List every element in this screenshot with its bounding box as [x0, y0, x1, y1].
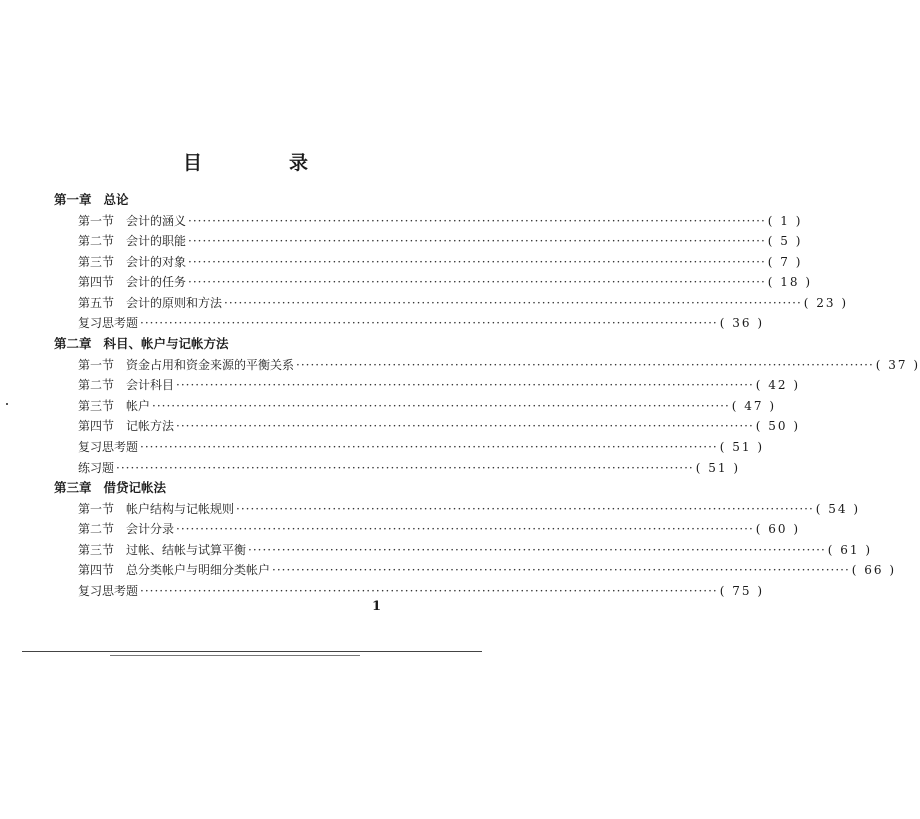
- chapter-number: 第三章: [54, 480, 92, 496]
- dot-leader: ························································································································: [188, 275, 766, 290]
- entry-title: 记帐方法: [126, 419, 175, 434]
- dot-leader: ························································································································: [248, 542, 826, 557]
- entry-title: 帐户结构与记帐规则: [126, 501, 235, 516]
- entry-page-number: ( 42 ): [755, 378, 801, 393]
- toc-entry: [78, 499, 861, 520]
- toc-entry: [78, 560, 897, 581]
- chapter-title: 科目、帐户与记帐方法: [103, 336, 229, 352]
- toc-entry: [78, 396, 777, 417]
- entry-title: 练习题: [78, 460, 115, 475]
- entry-title: 资金占用和资金来源的平衡关系: [126, 357, 295, 372]
- bottom-rule: [22, 651, 482, 652]
- section-number: 第三节: [78, 542, 115, 557]
- page-title: 目 录: [182, 152, 342, 174]
- section-number: 第四节: [78, 419, 115, 434]
- dot-leader: ························································································································: [188, 254, 766, 269]
- section-number: 第三节: [78, 398, 115, 413]
- chapter-heading: [54, 478, 404, 499]
- entry-title: 会计的对象: [126, 254, 187, 269]
- dot-leader: ························································································································: [224, 295, 802, 310]
- toc-entry: [78, 416, 801, 437]
- dot-leader: ························································································································: [140, 439, 718, 454]
- dot-leader: ························································································································: [176, 419, 754, 434]
- section-number: 第四节: [78, 563, 115, 578]
- entry-page-number: ( 37 ): [875, 357, 920, 372]
- entry-title: 复习思考题: [78, 439, 139, 454]
- dot-leader: ························································································································: [140, 316, 718, 331]
- entry-page-number: ( 51 ): [695, 460, 741, 475]
- entry-title: 过帐、结帐与试算平衡: [126, 542, 247, 557]
- entry-page-number: ( 54 ): [815, 501, 861, 516]
- scan-speck: [6, 403, 8, 405]
- dot-leader: ························································································································: [116, 460, 694, 475]
- section-number: 第二节: [78, 378, 115, 393]
- toc-entry: [78, 313, 765, 334]
- entry-page-number: ( 66 ): [851, 563, 897, 578]
- section-number: 第四节: [78, 275, 115, 290]
- entry-title: 会计科目: [126, 378, 175, 393]
- section-number: 第二节: [78, 234, 115, 249]
- section-number: 第三节: [78, 254, 115, 269]
- entry-title: 会计分录: [126, 522, 175, 537]
- table-of-contents: [54, 190, 920, 602]
- entry-page-number: ( 60 ): [755, 522, 801, 537]
- toc-entry: [78, 252, 803, 273]
- section-number: 第二节: [78, 522, 115, 537]
- section-number: 第一节: [78, 357, 115, 372]
- toc-entry: [78, 293, 849, 314]
- entry-page-number: ( 61 ): [827, 542, 873, 557]
- chapter-heading: [54, 190, 404, 211]
- entry-title: 会计的职能: [126, 234, 187, 249]
- toc-entry: [78, 355, 920, 376]
- dot-leader: ························································································································: [272, 563, 850, 578]
- toc-entry: [78, 458, 741, 479]
- section-number: 第一节: [78, 501, 115, 516]
- section-number: 第五节: [78, 295, 115, 310]
- dot-leader: ························································································································: [188, 213, 766, 228]
- chapter-heading: [54, 334, 404, 355]
- chapter-title: 借贷记帐法: [103, 480, 167, 496]
- toc-entry: [78, 519, 801, 540]
- chapter-title: 总论: [103, 192, 129, 207]
- toc-entry: [78, 437, 765, 458]
- entry-title: 帐户: [126, 398, 151, 413]
- entry-page-number: ( 50 ): [755, 419, 801, 434]
- section-number: 第一节: [78, 213, 115, 228]
- dot-leader: ························································································································: [236, 501, 814, 516]
- entry-title: 会计的涵义: [126, 213, 187, 228]
- entry-page-number: ( 7 ): [767, 254, 803, 269]
- dot-leader: ························································································································: [176, 522, 754, 537]
- entry-page-number: ( 18 ): [767, 275, 813, 290]
- entry-page-number: ( 47 ): [731, 398, 777, 413]
- toc-entry: [78, 272, 813, 293]
- dot-leader: ························································································································: [176, 378, 754, 393]
- toc-entry: [78, 581, 765, 602]
- entry-page-number: ( 1 ): [767, 213, 803, 228]
- entry-page-number: ( 5 ): [767, 234, 803, 249]
- entry-page-number: ( 23 ): [803, 295, 849, 310]
- toc-entry: [78, 375, 801, 396]
- entry-page-number: ( 36 ): [719, 316, 765, 331]
- entry-page-number: ( 51 ): [719, 439, 765, 454]
- toc-entry: [78, 231, 803, 252]
- dot-leader: ························································································································: [140, 584, 718, 598]
- entry-title: 总分类帐户与明细分类帐户: [126, 563, 271, 578]
- entry-title: 复习思考题: [78, 584, 139, 598]
- entry-title: 复习思考题: [78, 316, 139, 331]
- toc-entry: [78, 540, 873, 561]
- chapter-number: 第一章: [54, 192, 92, 207]
- bottom-rule-secondary: [110, 655, 360, 656]
- dot-leader: ························································································································: [152, 398, 730, 413]
- dot-leader: ························································································································: [296, 357, 874, 372]
- page-number: 1: [372, 599, 382, 614]
- entry-title: 会计的原则和方法: [126, 295, 223, 310]
- chapter-number: 第二章: [54, 336, 92, 352]
- entry-title: 会计的任务: [126, 275, 187, 290]
- toc-entry: [78, 211, 803, 232]
- entry-page-number: ( 75 ): [719, 584, 765, 598]
- dot-leader: ························································································································: [188, 234, 766, 249]
